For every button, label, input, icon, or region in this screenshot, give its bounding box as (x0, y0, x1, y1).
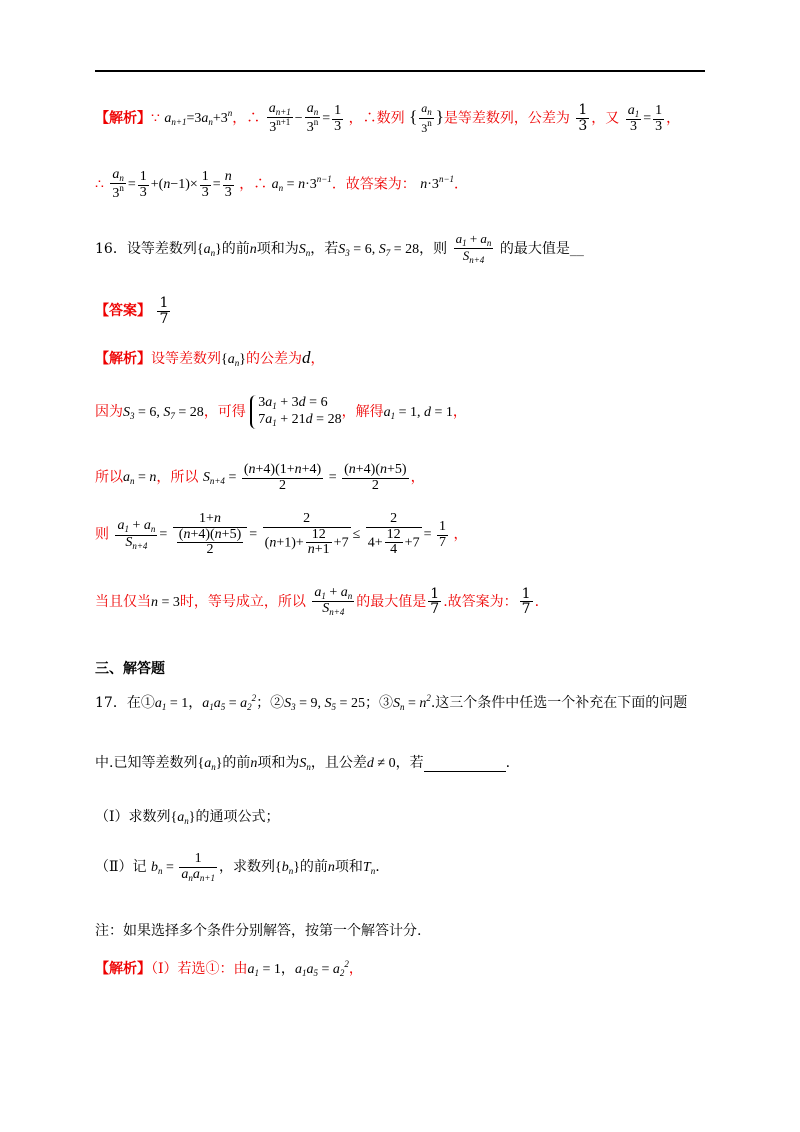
text: 当且仅当 (95, 593, 151, 610)
question-number: 17． (95, 695, 127, 711)
answer-label: 【答案】 (95, 303, 151, 320)
question-number: 16． (95, 240, 127, 257)
equation-system: $3a_1 + 3d = 6$ $7a_1 + 21d = 28$ (250, 395, 341, 429)
solution-label: 【解析】 (95, 351, 151, 367)
answer-16-final: $\frac{1}{7}$ (521, 585, 531, 618)
text: ；③ (364, 695, 393, 711)
text: 的最大值是__ (499, 240, 584, 257)
section-heading: 三、解答题 (95, 661, 165, 677)
equality-condition: n = 3 (151, 594, 180, 610)
recurrence: $a_{n+1}=3a_n+3^n$ (164, 108, 233, 128)
text: 设等差数列 (126, 240, 197, 257)
text: 因为 (95, 403, 123, 420)
question-17-note: 注：如果选择多个条件分别解答，按第一个解答计分. (95, 923, 422, 939)
text: ， (410, 469, 425, 486)
solution-label: 【解析】 (95, 961, 151, 977)
text: ，可得 (203, 403, 246, 420)
sequence-an-over-3n: { $\frac{a_n}{3^n}$ } (409, 101, 444, 135)
sol16-line4 (95, 512, 715, 558)
text: 所以 (95, 469, 123, 486)
condition-1: $a_1 = 1$，$a_1a_5 = a_2^2$ (154, 693, 257, 712)
common-difference: $\frac{1}{3}$ (578, 102, 588, 134)
text: ，又 (591, 110, 620, 127)
text: 的前 (222, 755, 251, 771)
text: ． (454, 176, 469, 193)
seq-bn: $\{b_n\}$ (274, 859, 300, 876)
text: 项和为 (256, 240, 299, 257)
seq-an: $\{a_n\}$ (196, 241, 222, 258)
text: ；② (256, 695, 285, 711)
solution-values: $a_1 = 1$, d = 1 (383, 404, 453, 421)
text: ，解得 (341, 403, 384, 420)
text: 的前 (299, 858, 328, 875)
var-d: d (301, 348, 311, 367)
condition-3: $S_n = n^2$ (392, 693, 431, 712)
sol16-line5 (95, 586, 715, 618)
sol15-line2 (95, 168, 715, 202)
answer-15: $n\cdot 3^{n-1}$ (420, 174, 455, 193)
text: 设等差数列 (151, 351, 221, 367)
text: ， (452, 403, 467, 420)
text: ，若 (395, 755, 424, 771)
d-nonzero: d ≠ 0 (366, 756, 396, 771)
text: 的最大值是 (356, 593, 427, 610)
an-formula: $a_n = n\cdot 3^{n-1}$ (271, 174, 332, 194)
seq-an: $\{a_n\}$ (197, 756, 223, 772)
target-expression: $\frac{a_1 + a_n}{S_{n+4}}$ (314, 585, 353, 618)
therefore-symbol: ∴ (95, 176, 104, 193)
text: ，则 (419, 240, 448, 257)
seq-an: $\{a_n\}$ (221, 352, 246, 368)
text: 项和 (334, 858, 363, 875)
text: . (534, 593, 540, 610)
text: （Ⅰ）若选①：由 (151, 961, 248, 977)
text: 是等差数列，公差为 (443, 110, 570, 127)
seq-an: $\{a_n\}$ (170, 810, 196, 826)
text: 时，等号成立，所以 (179, 593, 306, 610)
sum-Sn: $S_n$ (298, 241, 311, 258)
condition-2: $S_3 = 9$, $S_5 = 25$ (284, 696, 365, 712)
text: 的公差为 (245, 351, 302, 367)
text: ，求数列 (218, 858, 275, 875)
text: .故答案为： (443, 593, 518, 610)
question-17-part1 (95, 806, 715, 826)
text: ，若 (310, 240, 339, 257)
question-17-part2 (95, 852, 715, 883)
var-n: n (250, 756, 258, 771)
an-equals-n: $a_n = n$ (123, 470, 157, 487)
question-17-line2 (95, 752, 715, 772)
text: （Ⅱ）记 (95, 858, 147, 875)
sol16-line3 (95, 463, 715, 493)
bn-definition: $b_n$ = $\frac{1}{a_na_{n+1}}$ (150, 851, 215, 883)
answer-16 (95, 296, 715, 326)
header-rule (95, 70, 705, 72)
sum-Tn: $T_n$ (362, 859, 376, 876)
text: ，且公差 (310, 755, 367, 771)
sol17-line1 (95, 958, 715, 978)
text: 的前 (221, 240, 250, 257)
text: . (375, 858, 380, 875)
text: ， (310, 351, 325, 367)
text: ，所以 (156, 469, 199, 486)
condition: $S_3 = 6$, $S_7 = 28$ (338, 241, 420, 258)
var-n: n (327, 859, 335, 875)
initial-term: $\frac{a_1}{3}$ = $\frac{1}{3}$ (627, 102, 663, 134)
text: .这三个条件中任选一个补充在下面的问题 (430, 695, 688, 711)
condition-1: $a_1 = 1$，$a_1a_5 = a_2^2$ (247, 959, 349, 978)
text: 的通项公式； (195, 809, 280, 825)
text: ， (666, 110, 681, 127)
difference-equation: $\frac{a_{n+1}}{3^{n+1}}$ − $\frac{a_n}{3^n}$ = $\frac{1}{3}$ (268, 101, 342, 136)
condition: $S_3 = 6$, $S_7 = 28$ (123, 404, 204, 421)
text: ，∴数列 (348, 110, 405, 127)
sum-Sn: $S_n$ (299, 756, 311, 772)
text: ．故答案为： (331, 176, 416, 193)
sol16-line2 (95, 395, 715, 429)
text: ，∴ (239, 176, 268, 193)
target-expression: $\frac{a_1 + a_n}{S_{n+4}}$ (455, 231, 492, 266)
sol15-line1 (95, 102, 715, 136)
sum-formula: $S_{n+4}$ = $\frac{(n+4)(1+n+4)}{2}$ = $\frac{(n+4)(n+5)}{2}$ (202, 462, 407, 493)
solution-label: 【解析】 (95, 110, 151, 127)
text: ， (348, 961, 363, 977)
answer-value: $\frac{1}{7}$ (159, 295, 169, 327)
text: 则 (95, 526, 109, 543)
text: . (505, 755, 511, 771)
sol16-line1 (95, 348, 715, 368)
question-17-line1 (95, 692, 715, 712)
text: 在① (126, 695, 155, 711)
text: （Ⅰ）求数列 (95, 809, 171, 825)
inequality-chain: $\frac{a_1 + a_n}{S_{n+4}}$ = $\frac{1+n}{\frac{(n+4)(n+5)}{2}}$ = 2 (n+1)+ $\frac{12}{n+1}$ +7 ≤ 2 4+ $\frac{12}{4}$ +7 = $\frac{1}{7}$ (117, 511, 446, 558)
text: ， (453, 526, 468, 543)
question-16 (95, 232, 715, 266)
text: ，∴ (232, 110, 261, 127)
fill-blank[interactable] (424, 757, 506, 772)
because-symbol: ∵ (151, 110, 160, 127)
text: 中.已知等差数列 (95, 755, 198, 771)
text: 项和为 (257, 755, 300, 771)
max-value: $\frac{1}{7}$ (430, 585, 440, 618)
var-n: n (249, 241, 257, 257)
general-term-ratio: $\frac{a_n}{3^n}$ = $\frac{1}{3}$ +(n−1)× $\frac{1}{3}$ = $\frac{n}{3}$ (112, 167, 232, 202)
